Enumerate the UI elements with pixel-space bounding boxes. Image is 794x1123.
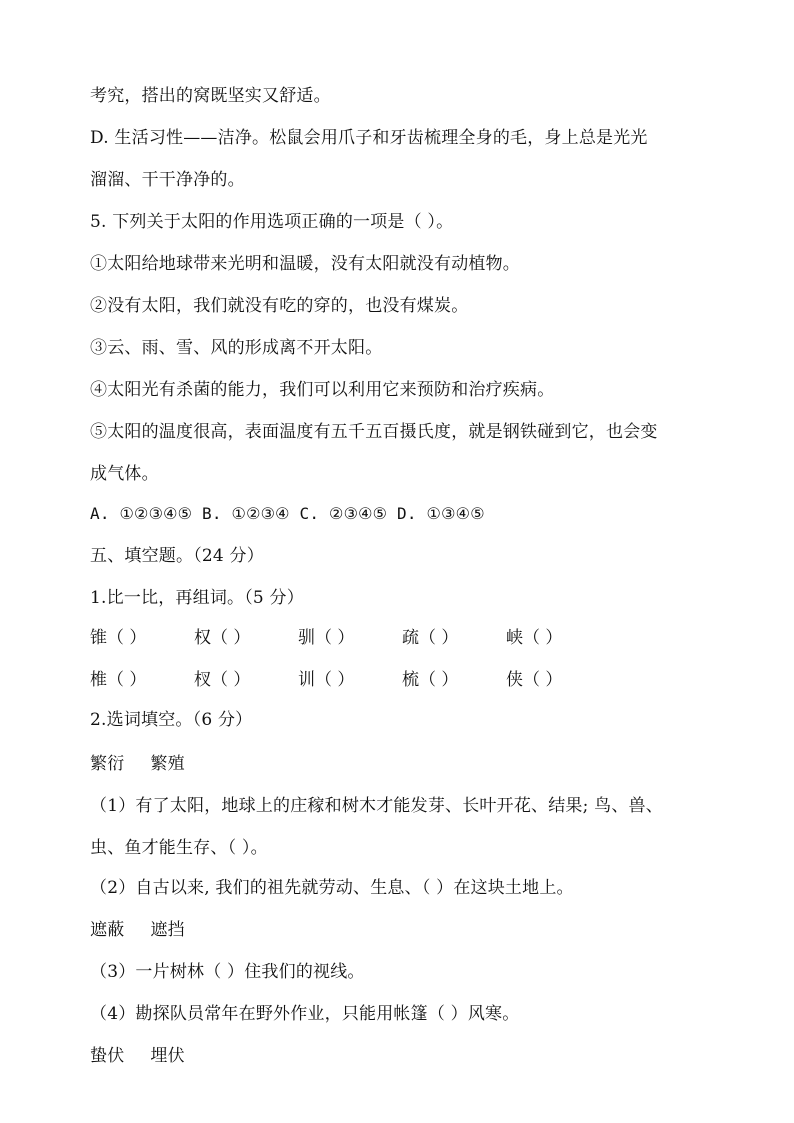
section-5-heading: 五、填空题。（24 分） <box>90 546 264 566</box>
word-pair-1 <box>90 752 730 776</box>
compare-item: 驯（ ） <box>298 628 355 648</box>
statement-4: ④太阳光有杀菌的能力，我们可以利用它来预防和治疗疾病。 <box>90 380 555 400</box>
answer-options: A. ①②③④⑤ B. ①②③④ C. ②③④⑤ D. ①③④⑤ <box>90 504 485 523</box>
compare-item: 疏（ ） <box>402 628 459 648</box>
text-line-1: 考究，搭出的窝既坚实又舒适。 <box>90 86 331 106</box>
word-choice: 繁衍 <box>90 754 125 774</box>
word-pair-2 <box>90 918 730 942</box>
word-choice: 遮蔽 <box>90 920 125 940</box>
compare-item: 权（ ） <box>194 628 251 648</box>
compare-row-2 <box>90 668 730 692</box>
compare-item: 锥（ ） <box>90 628 147 648</box>
word-choice: 蛰伏 <box>90 1046 125 1066</box>
option-d-line-1: D. 生活习性——洁净。松鼠会用爪子和牙齿梳理全身的毛，身上总是光光 <box>90 128 648 148</box>
question-5-title: 5. 下列关于太阳的作用选项正确的一项是（ ）。 <box>90 212 454 232</box>
compare-item: 侠（ ） <box>506 670 563 690</box>
word-pair-3 <box>90 1044 730 1068</box>
statement-5-line-1: ⑤太阳的温度很高，表面温度有五千五百摄氏度，就是钢铁碰到它，也会变 <box>90 422 658 442</box>
statement-3: ③云、雨、雪、风的形成离不开太阳。 <box>90 338 383 358</box>
statement-1: ①太阳给地球带来光明和温暖，没有太阳就没有动植物。 <box>90 254 520 274</box>
fill-question-3: （3）一片树林（ ）住我们的视线。 <box>90 962 365 982</box>
fill-question-1-line-1: （1）有了太阳，地球上的庄稼和树木才能发芽、长叶开花、结果; 鸟、兽、 <box>90 796 663 816</box>
statement-2: ②没有太阳，我们就没有吃的穿的，也没有煤炭。 <box>90 296 469 316</box>
compare-item: 杈（ ） <box>194 670 251 690</box>
word-choice: 遮挡 <box>150 920 185 940</box>
compare-item: 峡（ ） <box>506 628 563 648</box>
fill-question-1-line-2: 虫、鱼才能生存、（ ）。 <box>90 838 268 858</box>
section-5-1-title: 1.比一比，再组词。（5 分） <box>90 588 304 608</box>
fill-question-4: （4）勘探队员常年在野外作业，只能用帐篷（ ）风寒。 <box>90 1004 520 1024</box>
statement-5-line-2: 成气体。 <box>90 464 159 484</box>
compare-item: 椎（ ） <box>90 670 147 690</box>
section-5-2-title: 2.选词填空。（6 分） <box>90 710 253 730</box>
compare-item: 梳（ ） <box>402 670 459 690</box>
word-choice: 繁殖 <box>150 754 185 774</box>
compare-row-1 <box>90 626 730 650</box>
fill-question-2: （2）自古以来, 我们的祖先就劳动、生息、（ ）在这块土地上。 <box>90 878 574 898</box>
option-d-line-2: 溜溜、干干净净的。 <box>90 170 245 190</box>
compare-item: 训（ ） <box>298 670 355 690</box>
word-choice: 埋伏 <box>150 1046 185 1066</box>
